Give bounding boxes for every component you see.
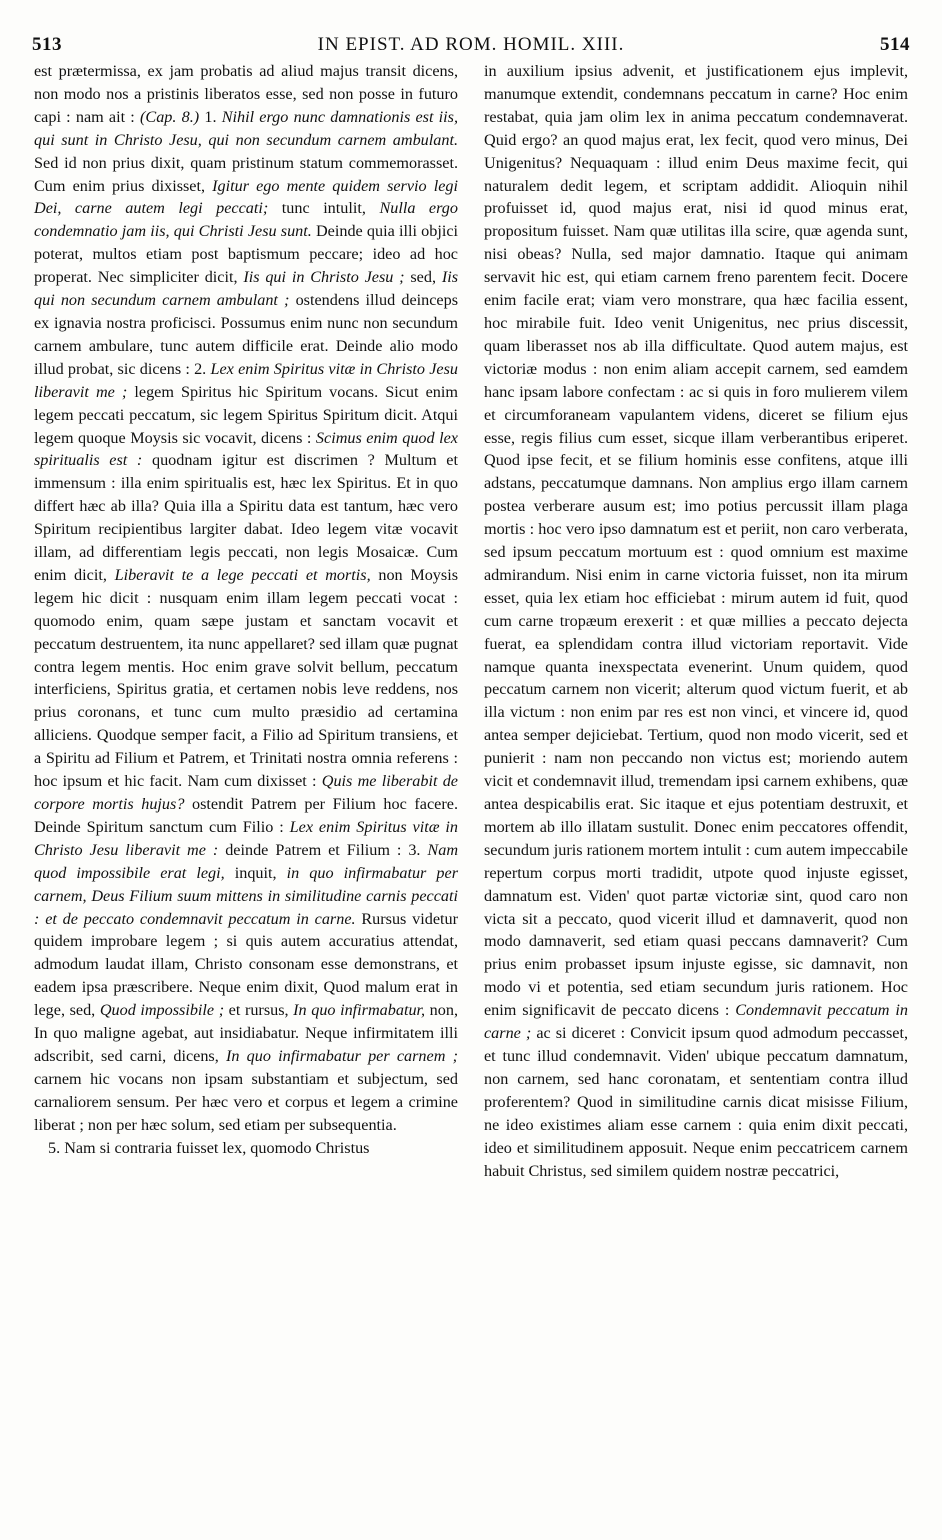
left-column-text bbox=[34, 60, 458, 1137]
right-column-text bbox=[484, 60, 908, 1182]
italic-segment: In quo infirmabatur per carnem ; bbox=[225, 1046, 458, 1065]
page-number-right: 514 bbox=[880, 34, 910, 55]
text-segment: Deinde quia illi objici poterat, multos etiam post baptismum peccare; ideo ad hoc properat. Nec simpliciter dicit, bbox=[34, 222, 459, 287]
text-segment: inquit, bbox=[224, 863, 287, 882]
text-segment: est prætermissa, ex jam probatis ad aliud majus transit dicens, non modo nos a pristinis liberatos esse, sed non posse in futuro capi : nam ait : bbox=[34, 62, 458, 126]
italic-segment: In quo infirmabatur, bbox=[293, 1001, 426, 1020]
italic-segment: Nulla ergo condemnatio jam iis, qui Christi Jesu sunt. bbox=[34, 199, 458, 241]
text-segment: ostendens illud deinceps ex ignavia nostra proficisci. Possumus enim nunc non secundum carnem ambulare, tunc autem difficile erat. Deinde alio modo illud probat, sic dicens : 2. bbox=[34, 291, 458, 378]
text-segment: 1. bbox=[199, 107, 222, 126]
running-header bbox=[32, 30, 910, 60]
left-column bbox=[34, 60, 458, 1160]
right-column bbox=[484, 60, 908, 1182]
text-segment: in auxilium ipsius advenit, et justificationem ejus implevit, manumque extendit, condemnans peccatum in carne? Hoc enim restabat, quia jam olim lex in anima peccatum condemnaverat. Quid ergo? an quod majus erat, lex fecit, quod vero minus, Dei Unigenitus? Nequaquam : illud enim Deus maxime fecit, qui naturalem dedit legem, et scriptam addidit. Alioquin nihil profuisset id, quod majus erat, nisi id quod minus erat, propositum fuisset. Nam quæ utilitas illa scire, quæ agenda sunt, nisi obeas? Nulla, sed major damnatio. Itaque qui animam servavit hic est, qui etiam carnem freno parentem fecit. Docere enim facile erat; viam vero monstrare, qua hæc facilia essent, hoc mirabile fuit. Ideo venit Unigenitus, nec prius discessit, quam liberasset nos ab illa difficultate. Quod autem majus, est victoriæ modus : non enim aliam accepit carnem, sed eamdem hanc ipsam labore confectam : ac si quis in foro mulierem vilem et circumforaneam vapulantem videns, diceret se filium ejus esse, regis filius cum esset, sicque illam verberantibus eriperet. Quod ipse fecit, et se filium hominis esse confitens, atque illi adstans, peccatumque damnans. Non amplius ergo illam carnem postea verberare ausum est; imo potius percussit illam plaga mortis : hoc vero ipso damnatum est et periit, non caro verberata, sed ipsum peccatum mortuum est : quod omnium est maxime admirandum. Nisi enim in carne victoria fuisset, non ita mirum esset, quia lex etiam hoc efficiebat : mirum autem id fuit, quod cum carne tropæum erexerit : et quæ millies a peccato dejecta fuerat, ea splendidam contra illud victoriam reportavit. Vide namque quanta inexspectata evenerint. Unum quidem, quod peccatum carnem non vicerit; alterum quod victum fuerit, et ab illa victum : non enim par res est non vinci, et vincere id, quod antea semper dejiciebat. Tertium, quod non modo vicerit, sed et punierit : nam non peccando non victus est; moriendo autem vicit et condemnavit illud, tremendam ipsi carnem exhibens, quæ antea despicabilis erat. Sic itaque et ejus potentiam destruxit, et mortem ab illo illatam sustulit. Donec enim peccatores offendit, secundum juris rationem mortem intulit : cum autem impeccabile repertum corpus morti tradidit, utpote quod injuste egisset, damnatum est. Viden' quot partæ victoriæ sint, quod caro non victa sit a peccato, quod vicerit illud et damnaverit, quod non modo damnaverit, sed etiam quasi peccans damnaverit? Cum prius enim probasset ipsum injuste egisse, sic damnavit, non modo vi et potentia, sed etiam secundum juris rationem. Hoc enim significavit de peccato dicens : bbox=[484, 62, 908, 1020]
italic-segment: Iis qui in Christo Jesu ; bbox=[243, 268, 405, 287]
text-segment: tunc intulit, bbox=[268, 199, 380, 218]
text-segment: deinde Patrem et Filium : 3. bbox=[218, 840, 428, 859]
italic-segment: in quo infirmabatur per carnem, Deus Filium suum mittens in similitudine carnis peccati : et de peccato condemnavit peccatum in carne. bbox=[34, 863, 458, 928]
text-segment: ostendit Patrem per Filium hoc facere. Deinde Spiritum sanctum cum Filio : bbox=[34, 795, 458, 836]
text-segment: carnem hic vocans non ipsam substantiam et subjectum, sed carnaliorem sensum. Per hæc vero et corpus et legem a crimine liberat ; non per hæc solum, sed etiam per subsequentia. bbox=[34, 1069, 458, 1134]
text-segment: quodnam igitur est discrimen ? Multum et immensum : illa enim spiritualis est, hæc lex Spiritus. Et in quo differt hæc ab illa? Quia illa a Spiritu data est tantum, hæc vero Spiritum recipientibus largiter dabat. Ideo legem vitæ vocavit illam, ad differentiam legis peccati, non legis Mosaicæ. Cum enim dicit, bbox=[34, 451, 458, 584]
italic-segment: Condemnavit peccatum in carne ; bbox=[484, 1001, 908, 1043]
italic-segment: Quis me liberabit de corpore mortis hujus? bbox=[34, 772, 458, 813]
italic-segment: Quod impossibile ; bbox=[99, 1001, 225, 1020]
text-segment: legem Spiritus hic Spiritum vocans. Sicut enim legem peccati peccatum, sic legem Spiritus Spiritum dicit. Atqui legem quoque Moysis sic vocavit, dicens : bbox=[34, 382, 458, 447]
text-segment: non Moysis legem hic dicit : nusquam enim illam legem peccati vocat : quomodo enim, quam sæpe justam et sanctam vocavit et peccatum destruentem, ita nunc appellaret? sed illam quæ pugnat contra legem mentis. Hoc enim grave solvit bellum, peccatum interficiens, Spiritus gratia, et certamen nobis leve reddens, nos prius coronans, et tunc cum multo præsidio ad certamina alliciens. Quodque semper facit, a Filio ad Spiritum transiens, et a Spiritu ad Filium et Patrem, et Trinitati nostra omnia referens : hoc ipsum et hic facit. Nam cum dixisset : bbox=[34, 565, 458, 791]
text-segment: Sed id non prius dixit, quam pristinum statum commemorasset. Cum enim prius dixisset, bbox=[34, 153, 458, 195]
text-segment: ac si diceret : Convicit ipsum quod admodum peccasset, et tunc illud condemnavit. Viden' ubique peccatum damnatum, non carnem, sed hanc coronatam, et sententiam contra illud proferentem? Quod in similitudine carnis dicat misisse Filium, ne ideo existimes aliam esse carnem : quia enim dixit peccati, ideo et similitudinem apposuit. Neque enim peccatricem carnem habuit Christus, sed similem quidem nostræ peccatrici, bbox=[484, 1024, 908, 1180]
italic-segment: (Cap. 8.) bbox=[140, 107, 200, 126]
italic-segment: Iis qui non secundum carnem ambulant ; bbox=[34, 268, 459, 310]
italic-segment: Nihil ergo nunc damnationis est iis, qui sunt in Christo Jesu, qui non secundum carnem ambulant. bbox=[34, 107, 459, 149]
italic-segment: Nam quod impossibile erat legi, bbox=[34, 840, 459, 882]
text-segment: non, In quo maligne agebat, aut insidiabatur. Neque infirmitatem illi adscribit, sed carni, dicens, bbox=[34, 1001, 459, 1065]
italic-segment: Lex enim Spiritus vitæ in Christo Jesu liberavit me ; bbox=[34, 359, 458, 401]
italic-segment: Igitur ego mente quidem servio legi Dei, carne autem legi peccati; bbox=[34, 176, 458, 218]
italic-segment: Liberavit te a lege peccati et mortis, bbox=[114, 565, 371, 584]
text-segment: Rursus videtur quidem improbare legem ; si quis autem accuratius attendat, admodum laudat illam, Christo consonam esse demonstrans, et eadem ipsa præscribere. Neque enim dixit, Quod malum erat in lege, sed, bbox=[34, 909, 458, 1020]
text-segment: sed, bbox=[404, 268, 442, 287]
italic-segment: Lex enim Spiritus vitæ in Christo Jesu liberavit me : bbox=[34, 817, 458, 859]
running-title: IN EPIST. AD ROM. HOMIL. XIII. bbox=[317, 34, 625, 55]
text-segment: et rursus, bbox=[224, 1001, 294, 1020]
page-number-left: 513 bbox=[32, 34, 62, 55]
italic-segment: Scimus enim quod lex spiritualis est : bbox=[34, 428, 458, 470]
left-column-last-paragraph: 5. Nam si contraria fuisset lex, quomodo Christus bbox=[48, 1138, 370, 1157]
